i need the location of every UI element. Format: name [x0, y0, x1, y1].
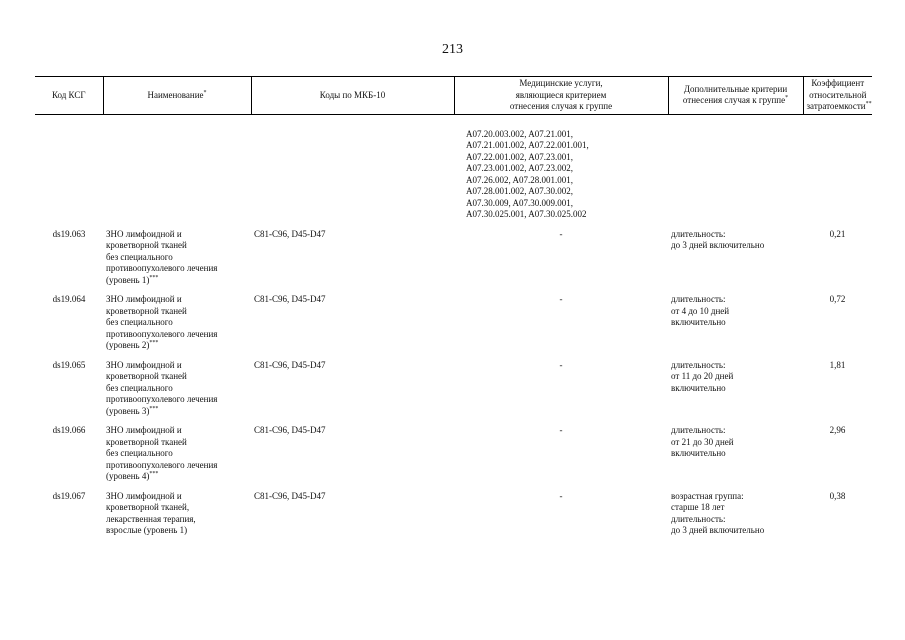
cell-criteria: возрастная группа: старше 18 лет длительность: до 3 дней включительно	[671, 490, 765, 535]
cell-criteria: длительность: до 3 дней включительно	[671, 228, 765, 250]
page-number: 213	[442, 42, 463, 57]
cell-mkb: C81-C96, D45-D47	[254, 294, 326, 304]
cell-code: ds19.066	[52, 425, 86, 435]
cell-name: ЗНО лимфоидной и кроветворной тканей без специального противоопухолевого лечения (уровень 2)***	[106, 294, 218, 350]
cell-criteria	[668, 114, 803, 227]
header-ksg-code: Код КСГ	[35, 77, 103, 115]
table-row	[35, 423, 872, 489]
cell-mkb: C81-C96, D45-D47	[254, 425, 326, 435]
cell-code: ds19.064	[52, 294, 86, 304]
cell-mkb	[251, 114, 454, 227]
header-coefficient: Коэффициент относительной затратоемкости**	[803, 77, 872, 115]
table-row	[35, 227, 872, 293]
cell-services: -	[559, 359, 563, 370]
cell-name: ЗНО лимфоидной и кроветворной тканей без специального противоопухолевого лечения (уровень 3)***	[106, 359, 218, 416]
header-additional-criteria: Дополнительные критерии отнесения случая к группе*	[668, 77, 803, 115]
cell-code: ds19.067	[52, 490, 86, 501]
cell-code	[35, 114, 103, 227]
cell-mkb: C81-C96, D45-D47	[254, 228, 326, 239]
cell-coefficient: 2,96	[829, 425, 846, 435]
table-row	[35, 292, 872, 358]
header-name: Наименование*	[103, 77, 251, 115]
cell-coefficient: 0,72	[829, 294, 846, 304]
cell-services: -	[559, 490, 563, 501]
cell-criteria: длительность: от 4 до 10 дней включительно	[671, 294, 730, 327]
cell-code: ds19.065	[52, 359, 86, 370]
ksg-table	[35, 76, 872, 543]
cell-services: A07.20.003.002, A07.21.001, A07.21.001.002, A07.22.001.001, A07.22.001.002, A07.23.001, A07.23.001.002, A07.23.002, A07.26.002, A07.28.001.001, A07.28.001.002, A07.30.002, A07.30.009, A07.30.009.001, A07.30.025.001, A07.30.025.002	[466, 128, 589, 219]
cell-criteria: длительность: от 21 до 30 дней включительно	[671, 425, 734, 458]
header-medical-services: Медицинские услуги, являющиеся критерием отнесения случая к группе	[454, 77, 668, 115]
header-mkb-codes: Коды по МКБ-10	[251, 77, 454, 115]
cell-mkb: C81-C96, D45-D47	[254, 359, 326, 370]
cell-coefficient: 0,21	[829, 228, 846, 239]
cell-coefficient: 1,81	[829, 359, 846, 370]
cell-services: -	[559, 425, 563, 435]
table-row	[35, 358, 872, 424]
cell-criteria: длительность: от 11 до 20 дней включительно	[671, 359, 734, 393]
cell-name: ЗНО лимфоидной и кроветворной тканей без специального противоопухолевого лечения (уровень 1)***	[106, 228, 218, 285]
table-row	[35, 114, 872, 227]
cell-coefficient	[803, 114, 872, 227]
cell-name	[103, 114, 251, 227]
cell-code: ds19.063	[52, 228, 86, 239]
cell-coefficient: 0,38	[829, 490, 846, 501]
cell-services: -	[559, 294, 563, 304]
cell-mkb: C81-C96, D45-D47	[254, 490, 326, 501]
table-row	[35, 489, 872, 543]
table-header-row	[35, 77, 872, 115]
cell-services: -	[559, 228, 563, 239]
cell-name: ЗНО лимфоидной и кроветворной тканей, лекарственная терапия, взрослые (уровень 1)	[106, 490, 196, 535]
cell-name: ЗНО лимфоидной и кроветворной тканей без специального противоопухолевого лечения (уровень 4)***	[106, 425, 218, 481]
